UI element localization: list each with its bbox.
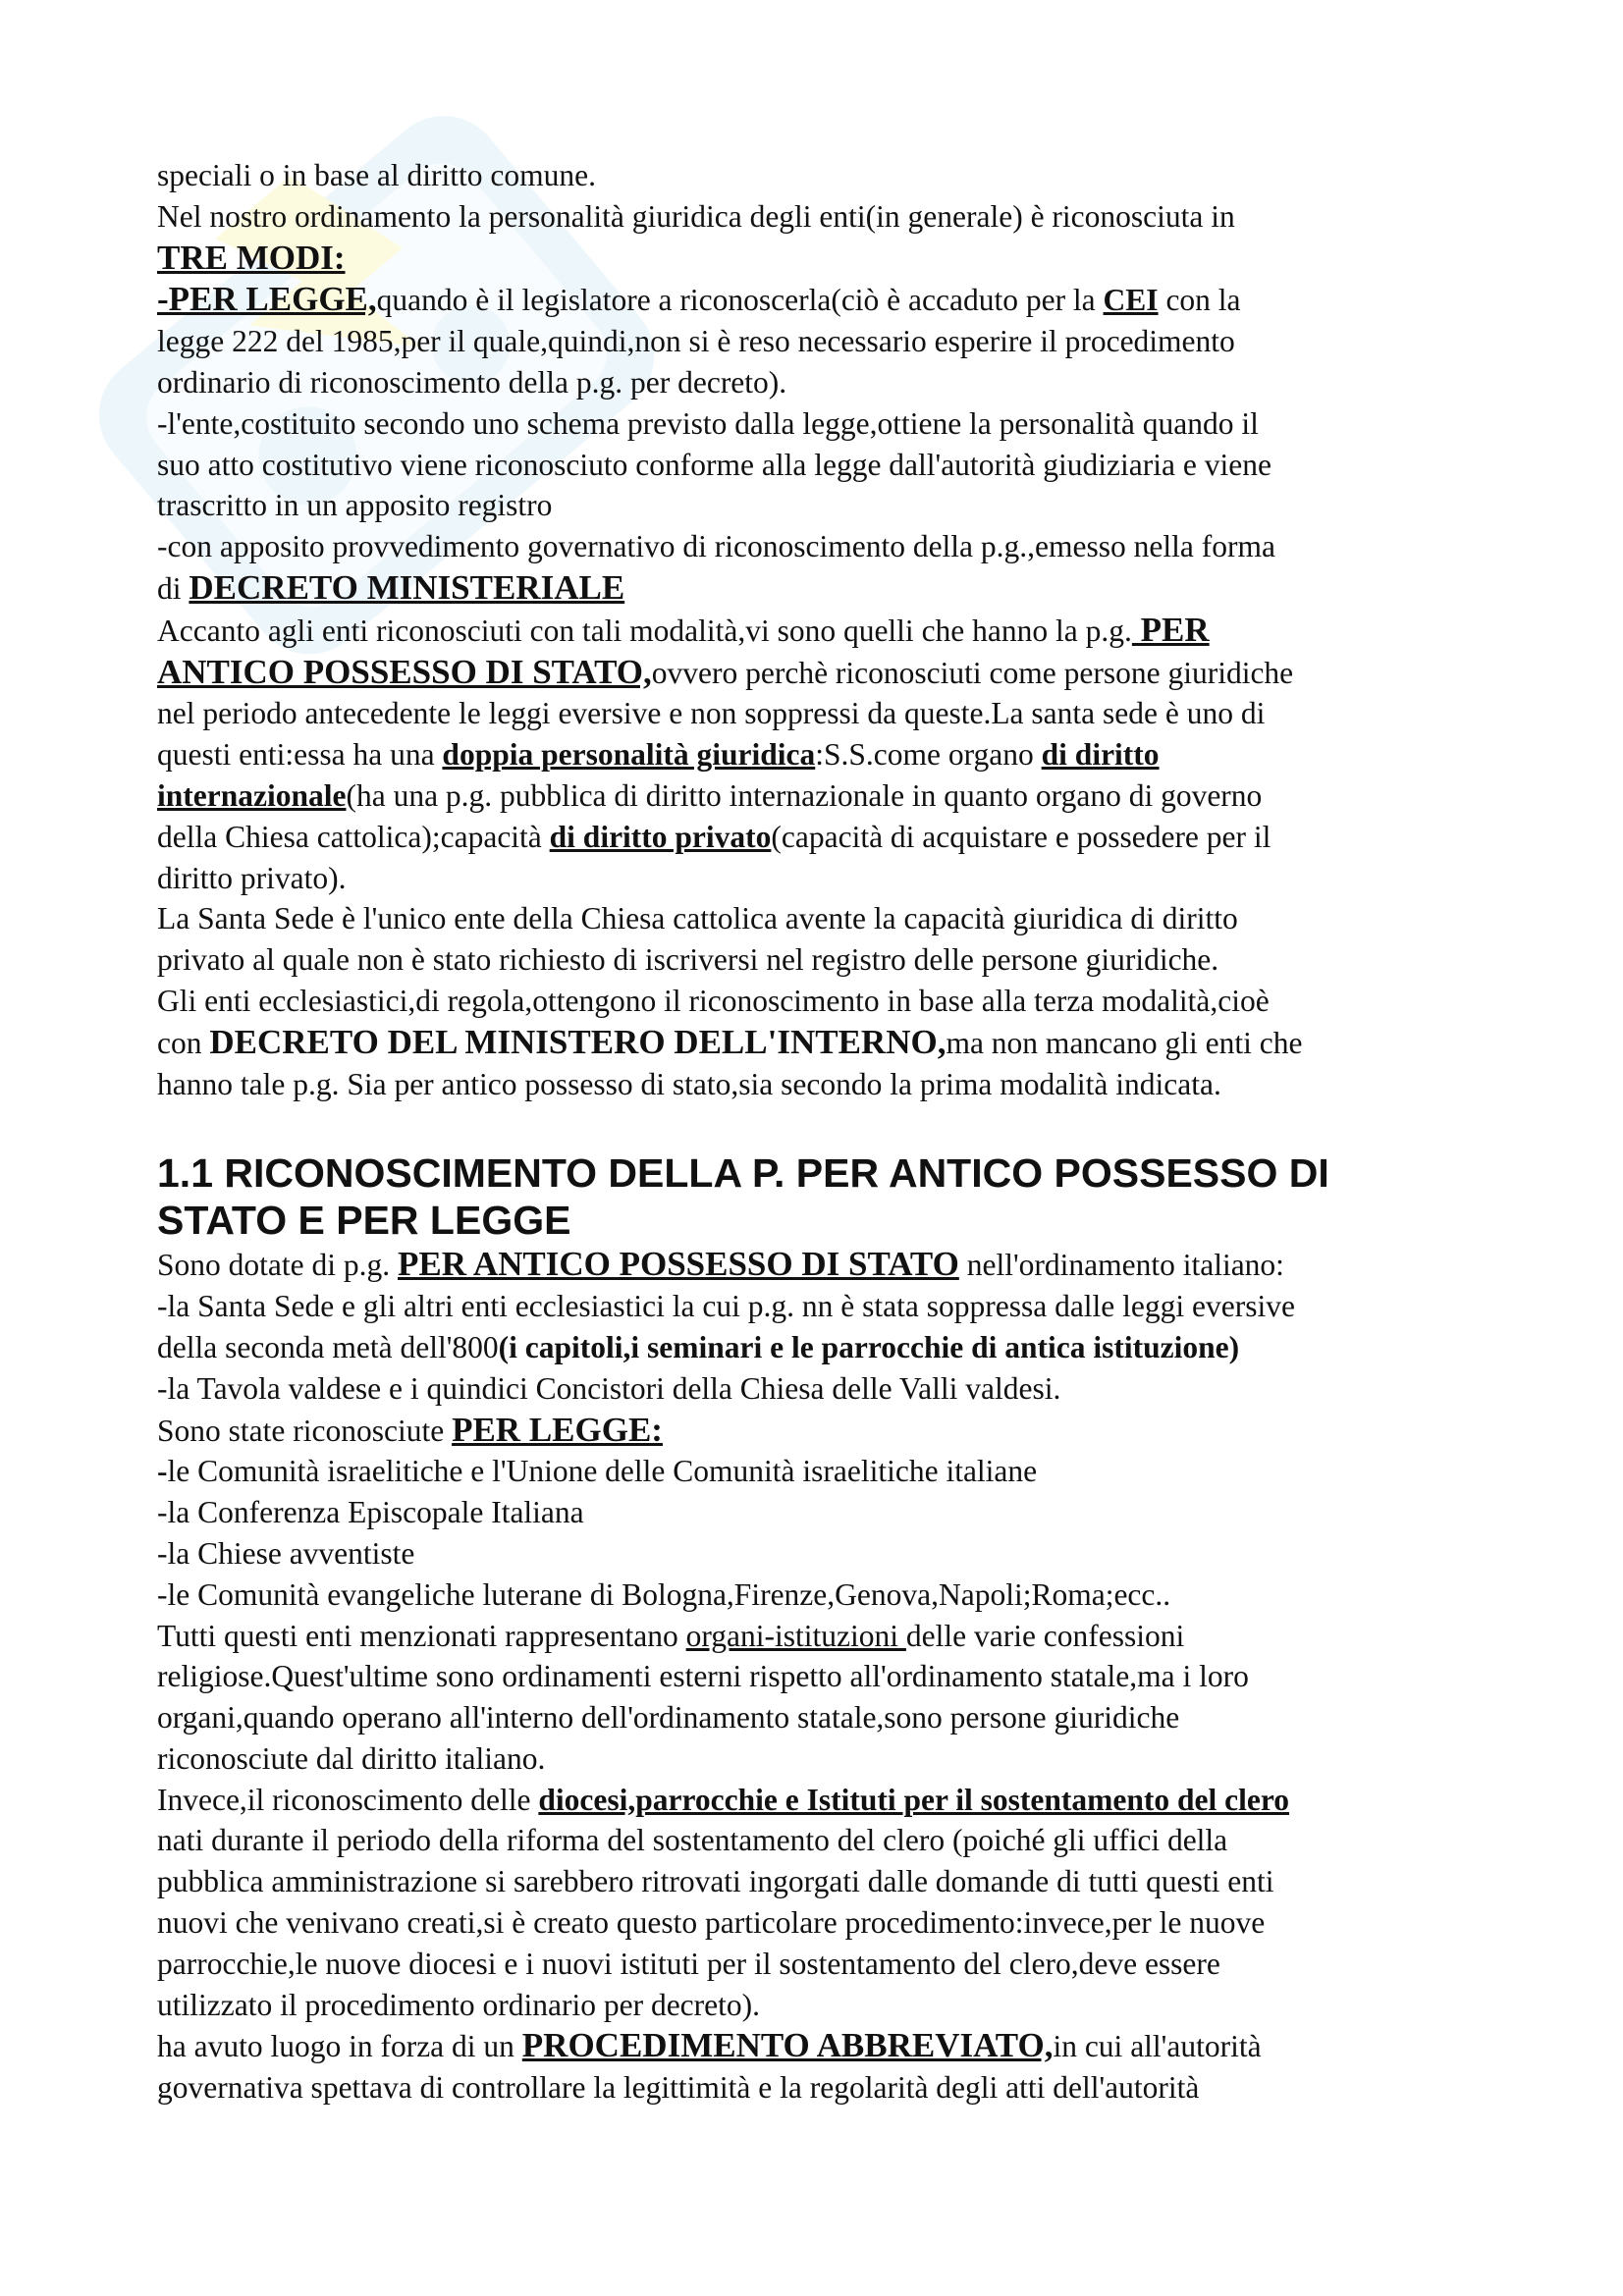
text-span: ha avuto luogo in forza di un xyxy=(157,2029,522,2064)
text-span: le Comunità israelitiche e l'Unione delle Comunità israelitiche italiane xyxy=(167,1454,1038,1489)
text-span: ovvero perchè riconosciuti come persone giuridiche xyxy=(651,655,1294,690)
text-line: legge 222 del 1985,per il quale,quindi,non si è reso necessario esperire il procedimento xyxy=(157,324,1235,359)
text-span: della seconda metà dell'800 xyxy=(157,1329,499,1364)
emphasis-decreto-ministero: DECRETO DEL MINISTERO DELL'INTERNO, xyxy=(209,1022,947,1061)
text-line: Gli enti ecclesiastici,di regola,ottengono il riconoscimento in base alla terza modalità,cioè xyxy=(157,983,1270,1018)
text-span: con la xyxy=(1158,283,1241,318)
text-line: governativa spettava di controllare la legittimità e la regolarità degli atti dell'autorità xyxy=(157,2070,1200,2106)
text-line: -la Santa Sede e gli altri enti ecclesiastici la cui p.g. nn è stata soppressa dalle leggi eversive xyxy=(157,1289,1295,1324)
text-line xyxy=(157,1244,1492,1286)
emphasis-decreto-ministeriale: DECRETO MINISTERIALE xyxy=(189,567,625,607)
text-span: Sono dotate di p.g. xyxy=(157,1248,398,1283)
text-line xyxy=(157,1327,1492,1368)
text-line xyxy=(157,1616,1492,1657)
emphasis-antico-possesso-2: PER ANTICO POSSESSO DI STATO xyxy=(398,1245,959,1284)
text-line: hanno tale p.g. Sia per antico possesso di stato,sia secondo la prima modalità indicata. xyxy=(157,1066,1221,1101)
text-span: delle varie confessioni xyxy=(905,1618,1185,1653)
text-span: di xyxy=(157,570,189,606)
text-line: speciali o in base al diritto comune. xyxy=(157,158,596,192)
text-line: parrocchie,le nuove diocesi e i nuovi istituti per il sostentamento del clero,deve essere xyxy=(157,1946,1220,1981)
text-span: della Chiesa cattolica);capacità xyxy=(157,819,550,854)
text-span: :S.S.come organo xyxy=(815,737,1042,773)
text-span: (ha una p.g. pubblica di diritto internazionale in quanto organo di governo xyxy=(346,777,1263,813)
text-line xyxy=(157,1022,1492,1064)
text-line xyxy=(157,1410,1492,1452)
text-span: quando è il legislatore a riconoscerla(ciò è accaduto per la xyxy=(376,283,1104,318)
text-line: Nel nostro ordinamento la personalità giuridica degli enti(in generale) è riconosciuta in xyxy=(157,198,1235,234)
text-span: ma non mancano gli enti che xyxy=(946,1025,1303,1060)
text-line: nati durante il periodo della riforma del sostentamento del clero (poiché gli uffici della xyxy=(157,1823,1228,1858)
emphasis-organi-istituzioni: organi-istituzioni xyxy=(685,1618,906,1653)
emphasis-per-legge-2: PER LEGGE: xyxy=(452,1410,663,1449)
emphasis-tre-modi: TRE MODI: xyxy=(157,238,346,277)
heading-line: STATO E PER LEGGE xyxy=(157,1198,571,1244)
text-line: -le Comunità evangeliche luterane di Bologna,Firenze,Genova,Napoli;Roma;ecc.. xyxy=(157,1576,1171,1612)
emphasis-per-legge: -PER LEGGE, xyxy=(157,280,377,319)
text-line xyxy=(157,2025,1492,2067)
text-line: suo atto costitutivo viene riconosciuto conforme alla legge dall'autorità giudiziaria e viene xyxy=(157,447,1271,482)
text-span: in cui all'autorità xyxy=(1053,2029,1262,2064)
text-line xyxy=(157,1451,1492,1492)
text-line: utilizzato il procedimento ordinario per decreto). xyxy=(157,1987,761,2022)
document-page xyxy=(157,155,1492,2109)
text-line: religiose.Quest'ultime sono ordinamenti esterni rispetto all'ordinamento statale,ma i loro xyxy=(157,1659,1249,1694)
text-line: -la Tavola valdese e i quindici Concistori della Chiesa delle Valli valdesi. xyxy=(157,1370,1061,1406)
text-line xyxy=(157,652,1492,694)
emphasis-antico-possesso: ANTICO POSSESSO DI STATO, xyxy=(157,652,652,691)
text-line: -l'ente,costituito secondo uno schema previsto dalla legge,ottiene la personalità quando il xyxy=(157,405,1259,441)
bullet-dash: - xyxy=(157,1454,168,1489)
text-span: Accanto agli enti riconosciuti con tali modalità,vi sono quelli che hanno la p.g. xyxy=(157,613,1132,648)
emphasis-di-diritto: di diritto xyxy=(1041,737,1160,773)
text-span: Tutti questi enti menzionati rappresentano xyxy=(157,1618,686,1653)
section-heading xyxy=(157,1149,1492,1244)
text-line: -la Chiese avventiste xyxy=(157,1535,415,1571)
text-line: La Santa Sede è l'unico ente della Chiesa cattolica avente la capacità giuridica di diritto xyxy=(157,901,1238,936)
emphasis-per: PER xyxy=(1131,610,1210,649)
emphasis-cei: CEI xyxy=(1103,283,1159,318)
text-span: questi enti:essa ha una xyxy=(157,737,443,773)
text-span: Sono state riconosciute xyxy=(157,1413,453,1448)
text-line: privato al quale non è stato richiesto di iscriversi nel registro delle persone giuridiche. xyxy=(157,942,1219,978)
heading-line: 1.1 RICONOSCIMENTO DELLA P. PER ANTICO POSSESSO DI xyxy=(157,1150,1329,1197)
text-span: nell'ordinamento italiano: xyxy=(958,1248,1284,1283)
text-line: -la Conferenza Episcopale Italiana xyxy=(157,1495,584,1530)
text-line: pubblica amministrazione si sarebbero ritrovati ingorgati dalle domande di tutti questi enti xyxy=(157,1864,1274,1899)
text-line: diritto privato). xyxy=(157,860,347,895)
emphasis-capitoli: (i capitoli,i seminari e le parrocchie di antica istituzione) xyxy=(498,1329,1240,1364)
text-line: ordinario di riconoscimento della p.g. per decreto). xyxy=(157,364,787,400)
emphasis-internazionale: internazionale xyxy=(157,777,347,813)
text-line xyxy=(157,775,1492,817)
text-line xyxy=(157,279,1492,321)
emphasis-doppia-personalita: doppia personalità giuridica xyxy=(442,737,816,773)
text-line: nuovi che venivano creati,si è creato questo particolare procedimento:invece,per le nuove xyxy=(157,1905,1266,1941)
text-line: -con apposito provvedimento governativo di riconoscimento della p.g.,emesso nella forma xyxy=(157,529,1275,564)
text-line xyxy=(157,1780,1492,1821)
text-span: Invece,il riconoscimento delle xyxy=(157,1782,539,1817)
text-line xyxy=(157,817,1492,858)
text-line: trascritto in un apposito registro xyxy=(157,488,553,523)
text-span: con xyxy=(157,1025,210,1060)
text-line xyxy=(157,238,1492,280)
text-span: (capacità di acquistare e possedere per il xyxy=(771,819,1271,854)
text-line xyxy=(157,734,1492,775)
text-line: nel periodo antecedente le leggi eversive e non soppressi da queste.La santa sede è uno di xyxy=(157,696,1266,731)
text-line xyxy=(157,567,1492,610)
emphasis-diritto-privato: di diritto privato xyxy=(549,819,772,854)
emphasis-procedimento-abbreviato: PROCEDIMENTO ABBREVIATO, xyxy=(521,2026,1054,2065)
emphasis-diocesi: diocesi,parrocchie e Istituti per il sostentamento del clero xyxy=(538,1782,1289,1817)
text-line: riconosciute dal diritto italiano. xyxy=(157,1740,546,1776)
text-line: organi,quando operano all'interno dell'ordinamento statale,sono persone giuridiche xyxy=(157,1700,1180,1735)
text-line xyxy=(157,610,1492,652)
